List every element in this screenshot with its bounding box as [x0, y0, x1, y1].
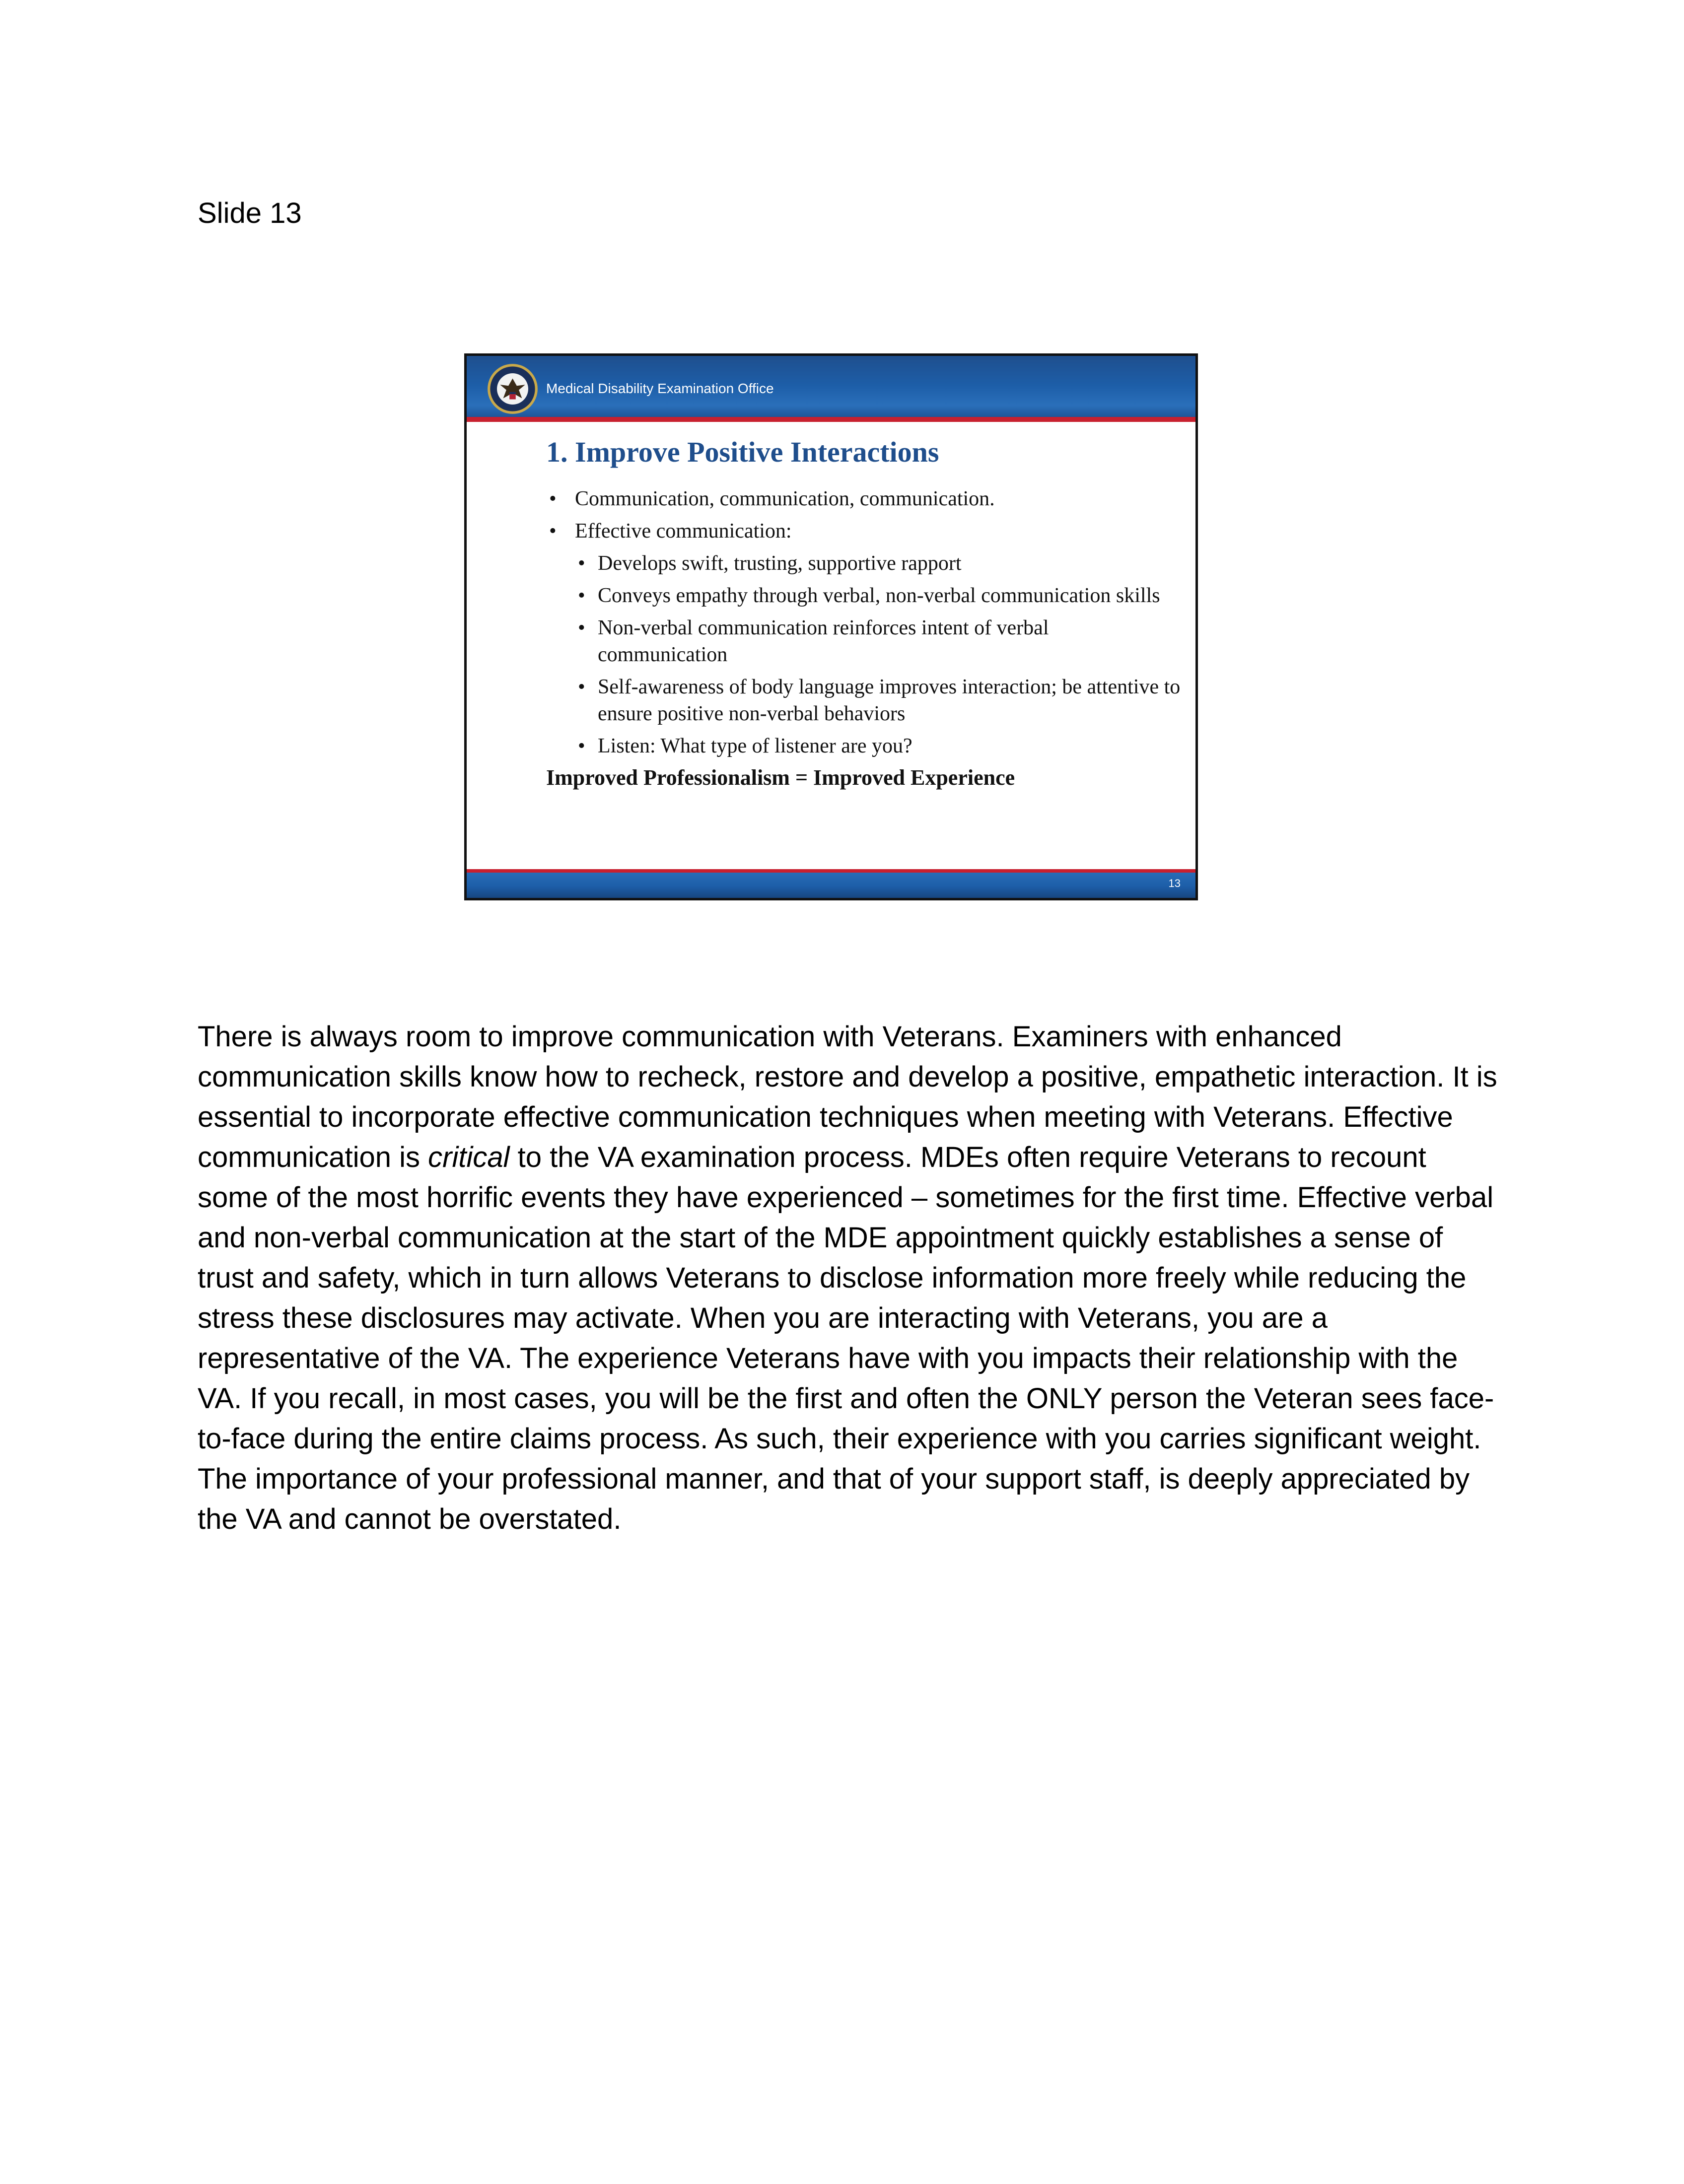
header-red-rule: [467, 417, 1195, 422]
speaker-notes: [198, 1017, 1498, 1539]
sub-bullet-text: Non-verbal communication reinforces intent of verbal communication: [598, 616, 1049, 666]
bullet-text: Communication, communication, communication.: [575, 487, 995, 510]
slide-page-number: 13: [1168, 877, 1181, 889]
footer-red-rule: [467, 869, 1195, 873]
slide-body: [546, 435, 1182, 790]
slide-title: 1. Improve Positive Interactions: [546, 436, 939, 468]
bullet-icon: •: [578, 676, 585, 698]
sub-bullet-text: Self-awareness of body language improves interaction; be attentive to ensure positive non-verbal behaviors: [598, 676, 1181, 725]
notes-text-part2: to the VA examination process. MDEs often require Veterans to recount some of the most horrific events they have experienced – sometimes for the first time. Effective verbal and non-verbal communication at the start of the MDE appointment quickly establishes a sense of trust and safety, which in turn allows Veterans to disclose information more freely while reducing the stress these disclosures may activate. When you are interacting with Veterans, you are a representative of the VA. The experience Veterans have with you impacts their relationship with the VA. If you recall, in most cases, you will be the first and often the ONLY person the Veteran sees face-to-face during the entire claims process. As such, their experience with you carries significant weight. The importance of your professional manner, and that of your support staff, is deeply appreciated by the VA and cannot be overstated.: [198, 1141, 1494, 1535]
bullet-icon: •: [578, 584, 585, 607]
slide-summary: Improved Professionalism = Improved Experience: [546, 765, 1015, 790]
bullet-text: Effective communication:: [575, 520, 792, 543]
slide-header-title: Medical Disability Examination Office: [546, 381, 774, 396]
notes-emphasis: critical: [428, 1141, 510, 1173]
slide-header-banner: [467, 356, 1195, 422]
bullet-icon: •: [549, 487, 557, 510]
sub-bullet-item: [575, 674, 1182, 727]
va-seal-icon: [487, 363, 539, 415]
sub-bullet-item: [575, 582, 1182, 609]
bullet-icon: •: [578, 616, 585, 639]
sub-bullet-item: [575, 550, 1182, 577]
sub-bullet-item: [575, 614, 1182, 668]
sub-bullet-text: Develops swift, trusting, supportive rapport: [598, 552, 962, 575]
sub-bullet-list: [575, 550, 1182, 759]
slide-footer-banner: [467, 869, 1195, 898]
bullet-icon: •: [578, 552, 585, 575]
notes-text-part1: There is always room to improve communication with Veterans. Examiners with enhanced communication skills know how to recheck, restore and develop a positive, empathetic interaction. It is essential to incorporate effective communication techniques when meeting with Veterans. Effective communication is: [198, 1021, 1497, 1173]
bullet-icon: •: [578, 735, 585, 757]
bullet-list: [546, 485, 1182, 759]
slide-thumbnail: [464, 353, 1198, 900]
slide-label: Slide 13: [198, 197, 302, 229]
sub-bullet-text: Conveys empathy through verbal, non-verbal communication skills: [598, 584, 1160, 607]
sub-bullet-item: [575, 733, 1182, 759]
sub-bullet-text: Listen: What type of listener are you?: [598, 735, 912, 757]
bullet-icon: •: [549, 520, 557, 543]
bullet-item: [546, 485, 1182, 512]
bullet-item: [546, 518, 1182, 759]
